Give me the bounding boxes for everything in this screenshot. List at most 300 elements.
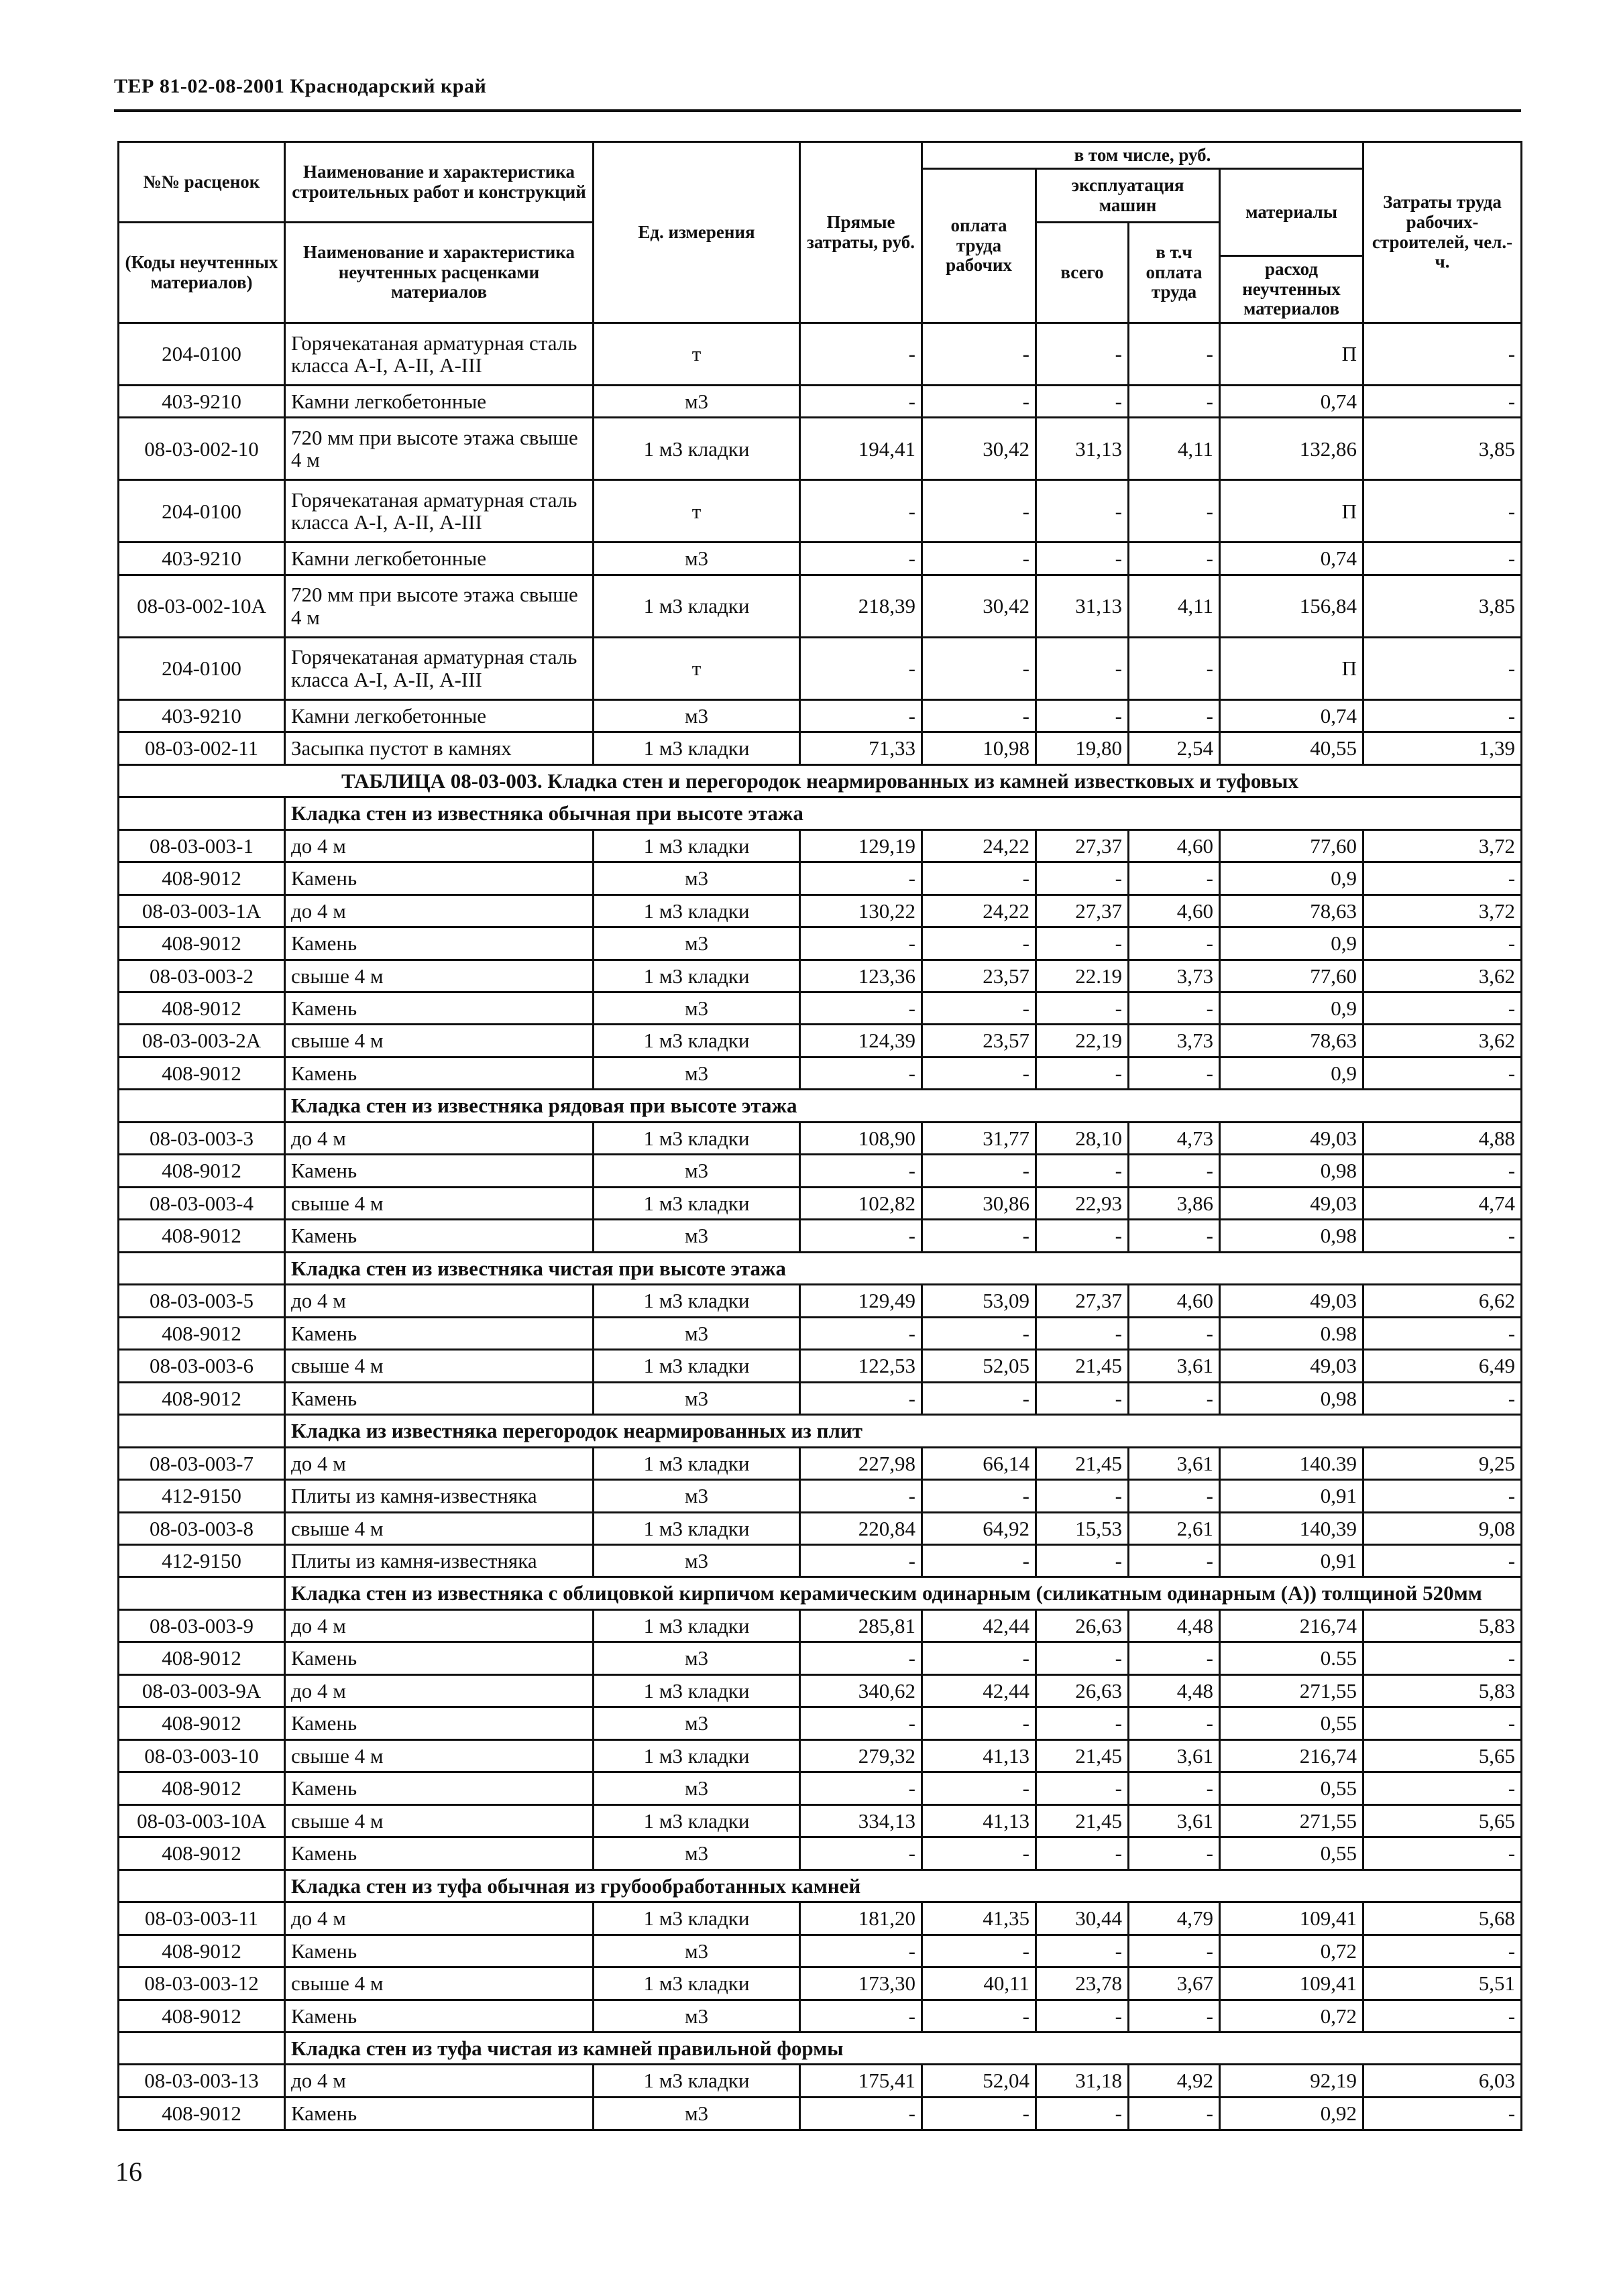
header-unit: Ед. измерения xyxy=(594,142,800,323)
cell-item-name: Камень xyxy=(285,1317,594,1349)
cell-labor-costs: - xyxy=(1363,542,1522,575)
cell-machines-labor: 2,61 xyxy=(1129,1512,1220,1544)
cell-machines-labor: 3,61 xyxy=(1129,1739,1220,1772)
cell-labor-pay: - xyxy=(922,542,1036,575)
table-row xyxy=(119,1642,1522,1674)
cell-rate-code: 08-03-003-10А xyxy=(119,1804,285,1837)
cell-unit: 1 м3 кладки xyxy=(594,895,800,927)
cell-unit: м3 xyxy=(594,1772,800,1804)
cell-labor-costs: - xyxy=(1363,699,1522,732)
cell-machines-labor: - xyxy=(1129,2097,1220,2130)
table-row xyxy=(119,829,1522,862)
cell-materials: 0,98 xyxy=(1220,1220,1363,1252)
cell-labor-costs: 4,88 xyxy=(1363,1122,1522,1154)
cell-materials: 49,03 xyxy=(1220,1285,1363,1317)
cell-rate-code: 408-9012 xyxy=(119,1317,285,1349)
cell-machines-labor: - xyxy=(1129,637,1220,699)
cell-machines-total: 27,37 xyxy=(1036,895,1129,927)
cell-labor-costs: - xyxy=(1363,385,1522,417)
cell-machines-labor: 2,54 xyxy=(1129,732,1220,764)
cell-labor-pay: - xyxy=(922,862,1036,895)
cell-direct-costs: 334,13 xyxy=(800,1804,922,1837)
cell-machines-total: - xyxy=(1036,1707,1129,1739)
cell-materials: 40,55 xyxy=(1220,732,1363,764)
cell-direct-costs: - xyxy=(800,1057,922,1089)
section-heading: Кладка стен из известняка обычная при высоте этажа xyxy=(285,797,1522,829)
cell-labor-costs: - xyxy=(1363,2000,1522,2032)
table-title-row xyxy=(119,764,1522,797)
table-header xyxy=(119,142,1522,323)
cell-rate-code: 08-03-003-3 xyxy=(119,1122,285,1154)
cell-machines-labor: 4,48 xyxy=(1129,1609,1220,1642)
cell-machines-total: 22,19 xyxy=(1036,1025,1129,1057)
cell-item-name: свыше 4 м xyxy=(285,1512,594,1544)
cell-machines-total: 27,37 xyxy=(1036,829,1129,862)
cell-direct-costs: 129,49 xyxy=(800,1285,922,1317)
cell-materials: 132,86 xyxy=(1220,418,1363,480)
cell-machines-total: - xyxy=(1036,1480,1129,1512)
table-row xyxy=(119,1837,1522,1870)
cell-labor-costs: 3,62 xyxy=(1363,960,1522,992)
cell-labor-costs: - xyxy=(1363,1707,1522,1739)
cell-machines-labor: - xyxy=(1129,1382,1220,1414)
cell-labor-pay: 64,92 xyxy=(922,1512,1036,1544)
cell-labor-costs: - xyxy=(1363,1480,1522,1512)
table-row xyxy=(119,1220,1522,1252)
cell-machines-labor: - xyxy=(1129,862,1220,895)
cell-item-name: Камень xyxy=(285,1155,594,1187)
cell-machines-total: - xyxy=(1036,323,1129,386)
cell-rate-code: 08-03-003-2 xyxy=(119,960,285,992)
cell-labor-pay: - xyxy=(922,1382,1036,1414)
cell-item-name: до 4 м xyxy=(285,1447,594,1479)
cell-unit: т xyxy=(594,637,800,699)
section-row xyxy=(119,1415,1522,1447)
cell-machines-total: - xyxy=(1036,1642,1129,1674)
cell-machines-labor: 4,60 xyxy=(1129,895,1220,927)
cell-item-name: свыше 4 м xyxy=(285,1967,594,2000)
table-row xyxy=(119,895,1522,927)
cell-machines-total: 28,10 xyxy=(1036,1122,1129,1154)
cell-rate-code: 08-03-002-10А xyxy=(119,575,285,637)
cell-item-name: 720 мм при высоте этажа свыше 4 м xyxy=(285,575,594,637)
cell-labor-pay: 42,44 xyxy=(922,1674,1036,1707)
cell-machines-labor: 4,92 xyxy=(1129,2065,1220,2097)
cell-rate-code: 408-9012 xyxy=(119,1707,285,1739)
cell-unit: 1 м3 кладки xyxy=(594,1025,800,1057)
cell-direct-costs: 129,19 xyxy=(800,829,922,862)
table-title: ТАБЛИЦА 08-03-003. Кладка стен и перегородок неармированных из камней известковых и туфовых xyxy=(119,764,1522,797)
cell-direct-costs: - xyxy=(800,1837,922,1870)
cell-materials: 271,55 xyxy=(1220,1674,1363,1707)
cell-labor-costs: - xyxy=(1363,2097,1522,2130)
cell-materials: 109,41 xyxy=(1220,1902,1363,1935)
cell-machines-total: - xyxy=(1036,542,1129,575)
table-row xyxy=(119,699,1522,732)
cell-rate-code: 08-03-003-1А xyxy=(119,895,285,927)
cell-direct-costs: 194,41 xyxy=(800,418,922,480)
section-spacer xyxy=(119,1577,285,1609)
cell-machines-labor: - xyxy=(1129,1935,1220,1967)
table-row xyxy=(119,418,1522,480)
table-row xyxy=(119,1674,1522,1707)
cell-unit: м3 xyxy=(594,1155,800,1187)
table-row xyxy=(119,1480,1522,1512)
cell-materials: 77,60 xyxy=(1220,829,1363,862)
cell-labor-costs: - xyxy=(1363,862,1522,895)
cell-item-name: до 4 м xyxy=(285,895,594,927)
table-row xyxy=(119,1155,1522,1187)
cell-materials: П xyxy=(1220,323,1363,386)
table-row xyxy=(119,1609,1522,1642)
cell-rate-code: 08-03-003-5 xyxy=(119,1285,285,1317)
table-row xyxy=(119,1187,1522,1219)
cell-direct-costs: - xyxy=(800,385,922,417)
cell-labor-costs: 5,51 xyxy=(1363,1967,1522,2000)
cell-machines-labor: 4,73 xyxy=(1129,1122,1220,1154)
section-heading: Кладка стен из туфа чистая из камней правильной формы xyxy=(285,2032,1522,2065)
section-spacer xyxy=(119,1090,285,1122)
cell-direct-costs: - xyxy=(800,637,922,699)
cell-direct-costs: - xyxy=(800,1480,922,1512)
cell-item-name: свыше 4 м xyxy=(285,1187,594,1219)
cell-labor-costs: - xyxy=(1363,992,1522,1025)
cell-labor-pay: - xyxy=(922,385,1036,417)
cell-machines-labor: 4,60 xyxy=(1129,829,1220,862)
cell-machines-total: - xyxy=(1036,1220,1129,1252)
cell-machines-total: 26,63 xyxy=(1036,1609,1129,1642)
section-spacer xyxy=(119,2032,285,2065)
cell-labor-costs: 5,65 xyxy=(1363,1804,1522,1837)
cell-direct-costs: 108,90 xyxy=(800,1122,922,1154)
cell-item-name: Камень xyxy=(285,2097,594,2130)
cell-direct-costs: - xyxy=(800,862,922,895)
cell-materials: 0,72 xyxy=(1220,1935,1363,1967)
header-materials-sub: расход неучтенных материалов xyxy=(1220,256,1363,323)
cell-unit: 1 м3 кладки xyxy=(594,1187,800,1219)
cell-labor-pay: 24,22 xyxy=(922,895,1036,927)
cell-rate-code: 403-9210 xyxy=(119,542,285,575)
cell-labor-costs: - xyxy=(1363,1155,1522,1187)
cell-labor-costs: 9,08 xyxy=(1363,1512,1522,1544)
table-row xyxy=(119,385,1522,417)
cell-item-name: Камень xyxy=(285,1772,594,1804)
cell-direct-costs: - xyxy=(800,1220,922,1252)
cell-materials: П xyxy=(1220,480,1363,542)
cell-labor-pay: 66,14 xyxy=(922,1447,1036,1479)
cell-direct-costs: 218,39 xyxy=(800,575,922,637)
cell-materials: 0,74 xyxy=(1220,699,1363,732)
table-row xyxy=(119,1804,1522,1837)
cell-labor-pay: - xyxy=(922,1480,1036,1512)
cell-direct-costs: - xyxy=(800,699,922,732)
cell-item-name: Камень xyxy=(285,862,594,895)
cell-machines-labor: - xyxy=(1129,1220,1220,1252)
cell-unit: 1 м3 кладки xyxy=(594,575,800,637)
cell-labor-pay: 23,57 xyxy=(922,960,1036,992)
cell-rate-code: 08-03-003-9 xyxy=(119,1609,285,1642)
section-row xyxy=(119,1577,1522,1609)
cell-labor-pay: - xyxy=(922,323,1036,386)
cell-unit: 1 м3 кладки xyxy=(594,1350,800,1382)
cell-machines-total: 31,18 xyxy=(1036,2065,1129,2097)
cell-rate-code: 08-03-003-6 xyxy=(119,1350,285,1382)
cell-direct-costs: 102,82 xyxy=(800,1187,922,1219)
cell-direct-costs: - xyxy=(800,1935,922,1967)
cell-unit: м3 xyxy=(594,542,800,575)
cell-materials: 0,55 xyxy=(1220,1707,1363,1739)
cell-direct-costs: - xyxy=(800,1382,922,1414)
cell-labor-costs: 3,62 xyxy=(1363,1025,1522,1057)
cell-rate-code: 204-0100 xyxy=(119,323,285,386)
cell-machines-labor: - xyxy=(1129,1544,1220,1576)
cell-labor-costs: 6,49 xyxy=(1363,1350,1522,1382)
cell-labor-pay: - xyxy=(922,1707,1036,1739)
table-row xyxy=(119,2097,1522,2130)
cell-machines-labor: 3,61 xyxy=(1129,1804,1220,1837)
cell-item-name: свыше 4 м xyxy=(285,1804,594,1837)
cell-machines-labor: - xyxy=(1129,2000,1220,2032)
cell-machines-total: 27,37 xyxy=(1036,1285,1129,1317)
cell-unit: т xyxy=(594,323,800,386)
cell-item-name: Камень xyxy=(285,1220,594,1252)
cell-labor-pay: 41,13 xyxy=(922,1739,1036,1772)
cell-materials: 0,9 xyxy=(1220,992,1363,1025)
cell-labor-pay: - xyxy=(922,480,1036,542)
cell-machines-total: 19,80 xyxy=(1036,732,1129,764)
cell-labor-costs: 4,74 xyxy=(1363,1187,1522,1219)
cell-machines-total: 31,13 xyxy=(1036,575,1129,637)
cell-materials: 0.55 xyxy=(1220,1642,1363,1674)
cell-item-name: Камень xyxy=(285,992,594,1025)
cell-materials: 0,92 xyxy=(1220,2097,1363,2130)
cell-machines-labor: - xyxy=(1129,480,1220,542)
cell-labor-pay: 53,09 xyxy=(922,1285,1036,1317)
cell-machines-labor: 4,11 xyxy=(1129,418,1220,480)
cell-rate-code: 08-03-003-10 xyxy=(119,1739,285,1772)
cell-rate-code: 408-9012 xyxy=(119,1155,285,1187)
cell-machines-labor: - xyxy=(1129,1317,1220,1349)
cell-item-name: свыше 4 м xyxy=(285,1350,594,1382)
cell-direct-costs: - xyxy=(800,927,922,960)
cell-labor-pay: 30,42 xyxy=(922,575,1036,637)
cell-direct-costs: - xyxy=(800,992,922,1025)
cell-labor-costs: - xyxy=(1363,480,1522,542)
cell-labor-costs: - xyxy=(1363,1772,1522,1804)
cell-machines-labor: 4,48 xyxy=(1129,1674,1220,1707)
cell-direct-costs: 71,33 xyxy=(800,732,922,764)
cell-unit: м3 xyxy=(594,2097,800,2130)
cell-labor-costs: - xyxy=(1363,1544,1522,1576)
header-labor-costs: Затраты труда рабочих-строителей, чел.-ч. xyxy=(1363,142,1522,323)
table-row xyxy=(119,927,1522,960)
cell-direct-costs: - xyxy=(800,2000,922,2032)
cell-machines-total: - xyxy=(1036,1837,1129,1870)
cell-item-name: свыше 4 м xyxy=(285,1739,594,1772)
section-spacer xyxy=(119,1870,285,1902)
cell-labor-pay: 41,13 xyxy=(922,1804,1036,1837)
section-heading: Кладка стен из известняка рядовая при высоте этажа xyxy=(285,1090,1522,1122)
cell-materials: 0,72 xyxy=(1220,2000,1363,2032)
table-row xyxy=(119,1512,1522,1544)
cell-machines-total: - xyxy=(1036,1935,1129,1967)
cell-machines-total: - xyxy=(1036,2097,1129,2130)
cell-direct-costs: - xyxy=(800,1317,922,1349)
table-row xyxy=(119,732,1522,764)
cell-materials: 49,03 xyxy=(1220,1122,1363,1154)
cell-rate-code: 08-03-002-10 xyxy=(119,418,285,480)
cell-materials: 0,74 xyxy=(1220,385,1363,417)
cell-machines-total: - xyxy=(1036,699,1129,732)
table-row xyxy=(119,1317,1522,1349)
cell-labor-costs: 3,72 xyxy=(1363,829,1522,862)
cell-rate-code: 408-9012 xyxy=(119,1220,285,1252)
cell-item-name: Камни легкобетонные xyxy=(285,385,594,417)
cell-materials: 216,74 xyxy=(1220,1609,1363,1642)
section-heading: Кладка стен из известняка чистая при высоте этажа xyxy=(285,1252,1522,1284)
cell-item-name: до 4 м xyxy=(285,1609,594,1642)
cell-machines-total: 26,63 xyxy=(1036,1674,1129,1707)
cell-labor-pay: - xyxy=(922,927,1036,960)
cell-labor-pay: - xyxy=(922,2097,1036,2130)
table-row xyxy=(119,1967,1522,2000)
cell-machines-labor: 4,11 xyxy=(1129,575,1220,637)
cell-machines-total: 21,45 xyxy=(1036,1804,1129,1837)
section-heading: Кладка стен из известняка с облицовкой кирпичом керамическим одинарным (силикатным одинарным (А)) толщиной 520мм xyxy=(285,1577,1522,1609)
cell-unit: м3 xyxy=(594,927,800,960)
cell-item-name: Камень xyxy=(285,1382,594,1414)
cell-machines-labor: 3,86 xyxy=(1129,1187,1220,1219)
cell-materials: 0,98 xyxy=(1220,1382,1363,1414)
header-material-code: (Коды неучтенных материалов) xyxy=(119,223,285,323)
cell-item-name: Плиты из камня-известняка xyxy=(285,1544,594,1576)
cell-unit: м3 xyxy=(594,1382,800,1414)
cell-direct-costs: 220,84 xyxy=(800,1512,922,1544)
cell-item-name: до 4 м xyxy=(285,1674,594,1707)
cell-materials: 140,39 xyxy=(1220,1512,1363,1544)
cell-direct-costs: 124,39 xyxy=(800,1025,922,1057)
cell-labor-costs: 3,72 xyxy=(1363,895,1522,927)
table-row xyxy=(119,575,1522,637)
cell-machines-total: 21,45 xyxy=(1036,1739,1129,1772)
cell-unit: 1 м3 кладки xyxy=(594,1122,800,1154)
header-machines: эксплуатация машин xyxy=(1036,169,1220,223)
cell-rate-code: 408-9012 xyxy=(119,927,285,960)
table-row xyxy=(119,862,1522,895)
cell-machines-total: - xyxy=(1036,385,1129,417)
cell-direct-costs: 175,41 xyxy=(800,2065,922,2097)
cell-item-name: Горячекатаная арматурная сталь класса А-I, А-II, А-III xyxy=(285,323,594,386)
cell-machines-labor: 3,61 xyxy=(1129,1350,1220,1382)
cell-unit: 1 м3 кладки xyxy=(594,829,800,862)
cell-item-name: Камень xyxy=(285,2000,594,2032)
cell-unit: м3 xyxy=(594,1480,800,1512)
cell-rate-code: 408-9012 xyxy=(119,1935,285,1967)
cell-unit: м3 xyxy=(594,862,800,895)
cell-labor-costs: - xyxy=(1363,637,1522,699)
table-row xyxy=(119,542,1522,575)
section-row xyxy=(119,1252,1522,1284)
cell-unit: м3 xyxy=(594,1707,800,1739)
cell-machines-labor: - xyxy=(1129,323,1220,386)
section-row xyxy=(119,797,1522,829)
cell-direct-costs: 173,30 xyxy=(800,1967,922,2000)
cell-unit: т xyxy=(594,480,800,542)
cell-machines-labor: - xyxy=(1129,1642,1220,1674)
table-row xyxy=(119,637,1522,699)
cell-materials: 0,9 xyxy=(1220,927,1363,960)
cell-labor-costs: 5,83 xyxy=(1363,1674,1522,1707)
header-materials: материалы xyxy=(1220,169,1363,256)
cell-rate-code: 08-03-003-11 xyxy=(119,1902,285,1935)
cell-rate-code: 408-9012 xyxy=(119,1837,285,1870)
cell-direct-costs: 123,36 xyxy=(800,960,922,992)
cell-machines-total: - xyxy=(1036,1057,1129,1089)
cell-rate-code: 408-9012 xyxy=(119,1382,285,1414)
cell-labor-pay: - xyxy=(922,992,1036,1025)
cell-machines-labor: - xyxy=(1129,699,1220,732)
cell-machines-labor: - xyxy=(1129,927,1220,960)
cell-materials: 0.98 xyxy=(1220,1317,1363,1349)
cell-labor-costs: 9,25 xyxy=(1363,1447,1522,1479)
cell-item-name: Камень xyxy=(285,927,594,960)
cell-labor-pay: - xyxy=(922,1317,1036,1349)
cell-labor-pay: 42,44 xyxy=(922,1609,1036,1642)
cell-direct-costs: - xyxy=(800,542,922,575)
cell-labor-costs: - xyxy=(1363,323,1522,386)
cell-unit: м3 xyxy=(594,699,800,732)
cell-machines-labor: - xyxy=(1129,385,1220,417)
cell-item-name: 720 мм при высоте этажа свыше 4 м xyxy=(285,418,594,480)
cell-labor-costs: - xyxy=(1363,927,1522,960)
cell-machines-labor: - xyxy=(1129,1480,1220,1512)
section-spacer xyxy=(119,1415,285,1447)
cell-materials: 216,74 xyxy=(1220,1739,1363,1772)
cell-rate-code: 204-0100 xyxy=(119,480,285,542)
cell-unit: м3 xyxy=(594,1057,800,1089)
cell-direct-costs: 122,53 xyxy=(800,1350,922,1382)
cell-machines-total: 22,93 xyxy=(1036,1187,1129,1219)
cell-direct-costs: - xyxy=(800,2097,922,2130)
cell-machines-total: - xyxy=(1036,1382,1129,1414)
cell-labor-pay: - xyxy=(922,637,1036,699)
cell-direct-costs: 130,22 xyxy=(800,895,922,927)
cell-rate-code: 408-9012 xyxy=(119,1057,285,1089)
cell-materials: П xyxy=(1220,637,1363,699)
cell-machines-total: 21,45 xyxy=(1036,1447,1129,1479)
cell-machines-total: 23,78 xyxy=(1036,1967,1129,2000)
cell-rate-code: 408-9012 xyxy=(119,2097,285,2130)
cell-unit: м3 xyxy=(594,1317,800,1349)
table-row xyxy=(119,992,1522,1025)
header-divider xyxy=(114,109,1521,112)
cell-machines-total: 21,45 xyxy=(1036,1350,1129,1382)
table-row xyxy=(119,1350,1522,1382)
section-row xyxy=(119,1090,1522,1122)
cell-item-name: Засыпка пустот в камнях xyxy=(285,732,594,764)
cell-direct-costs: 279,32 xyxy=(800,1739,922,1772)
cell-machines-labor: 3,73 xyxy=(1129,960,1220,992)
cell-rate-code: 412-9150 xyxy=(119,1480,285,1512)
section-heading: Кладка из известняка перегородок неармированных из плит xyxy=(285,1415,1522,1447)
cell-rate-code: 408-9012 xyxy=(119,2000,285,2032)
cell-labor-pay: - xyxy=(922,699,1036,732)
cell-direct-costs: - xyxy=(800,1707,922,1739)
page-header: ТЕР 81-02-08-2001 Краснодарский край xyxy=(114,75,487,97)
cell-unit: 1 м3 кладки xyxy=(594,1967,800,2000)
table-row xyxy=(119,1382,1522,1414)
cell-unit: м3 xyxy=(594,2000,800,2032)
